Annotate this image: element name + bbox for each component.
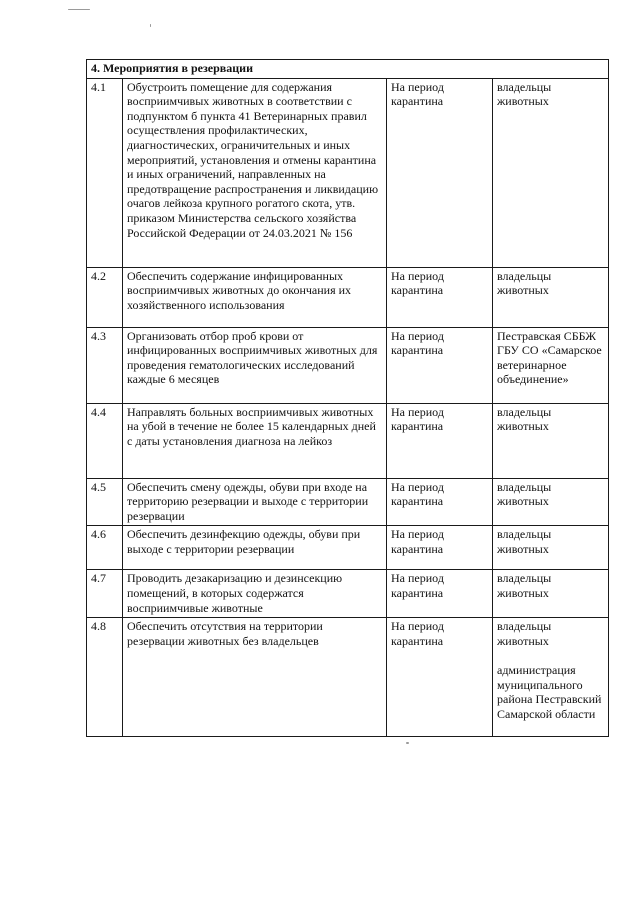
row-term: На период карантина xyxy=(387,267,493,327)
row-responsible: владельцы животных xyxy=(493,78,609,267)
row-action: Обеспечить дезинфекцию одежды, обуви при выходе с территории резервации xyxy=(123,526,387,570)
row-number: 4.2 xyxy=(87,267,123,327)
row-action: Организовать отбор проб крови от инфицированных восприимчивых животных для проведения гематологических исследований каждые 6 месяцев xyxy=(123,327,387,403)
row-action: Обеспечить отсутствия на территории резервации животных без владельцев xyxy=(123,618,387,737)
row-responsible: владельцы животных xyxy=(493,526,609,570)
row-term: На период карантина xyxy=(387,403,493,478)
table-row xyxy=(87,618,609,737)
row-action: Обеспечить смену одежды, обуви при входе на территорию резервации и выходе с территории резервации xyxy=(123,478,387,526)
row-term: На период карантина xyxy=(387,78,493,267)
row-responsible: владельцы животных xyxy=(493,403,609,478)
row-action: Обустроить помещение для содержания восприимчивых животных в соответствии с подпунктом б пункта 41 Ветеринарных правил осуществления профилактических, диагностических, ограничительных и иных мероприятий, установления и отмены карантина и иных ограничений, направленных на предотвращение распространения и ликвидацию очагов лейкоза крупного рогатого скота, утв. приказом Министерства сельского хозяйства Российской Федерации от 24.03.2021 № 156 xyxy=(123,78,387,267)
row-responsible: владельцы животных xyxy=(493,570,609,618)
table-row xyxy=(87,327,609,403)
row-number: 4.5 xyxy=(87,478,123,526)
row-responsible: владельцы животных xyxy=(493,478,609,526)
row-action: Проводить дезакаризацию и дезинсекцию помещений, в которых содержатся восприимчивые животные xyxy=(123,570,387,618)
row-term: На период карантина xyxy=(387,570,493,618)
row-action: Обеспечить содержание инфицированных восприимчивых животных до окончания их хозяйственного использования xyxy=(123,267,387,327)
row-number: 4.8 xyxy=(87,618,123,737)
table-row xyxy=(87,478,609,526)
row-action: Направлять больных восприимчивых животных на убой в течение не более 15 календарных дней с даты установления диагноза на лейкоз xyxy=(123,403,387,478)
table-row xyxy=(87,526,609,570)
table-row xyxy=(87,267,609,327)
section-header-row xyxy=(87,60,609,79)
scan-speck xyxy=(68,9,90,10)
row-number: 4.7 xyxy=(87,570,123,618)
row-term: На период карантина xyxy=(387,618,493,737)
row-responsible: владельцы животных администрация муниципального района Пестравский Самарской области xyxy=(493,618,609,737)
scan-speck xyxy=(150,24,151,27)
section-title: 4. Мероприятия в резервации xyxy=(87,60,609,79)
row-number: 4.1 xyxy=(87,78,123,267)
measures-table xyxy=(86,59,609,737)
table-row xyxy=(87,78,609,267)
scan-speck xyxy=(406,742,409,744)
table-row xyxy=(87,403,609,478)
row-term: На период карантина xyxy=(387,327,493,403)
row-number: 4.3 xyxy=(87,327,123,403)
row-number: 4.6 xyxy=(87,526,123,570)
row-number: 4.4 xyxy=(87,403,123,478)
table-row xyxy=(87,570,609,618)
row-term: На период карантина xyxy=(387,478,493,526)
row-term: На период карантина xyxy=(387,526,493,570)
row-responsible: владельцы животных xyxy=(493,267,609,327)
row-responsible: Пестравская СББЖ ГБУ СО «Самарское ветеринарное объединение» xyxy=(493,327,609,403)
